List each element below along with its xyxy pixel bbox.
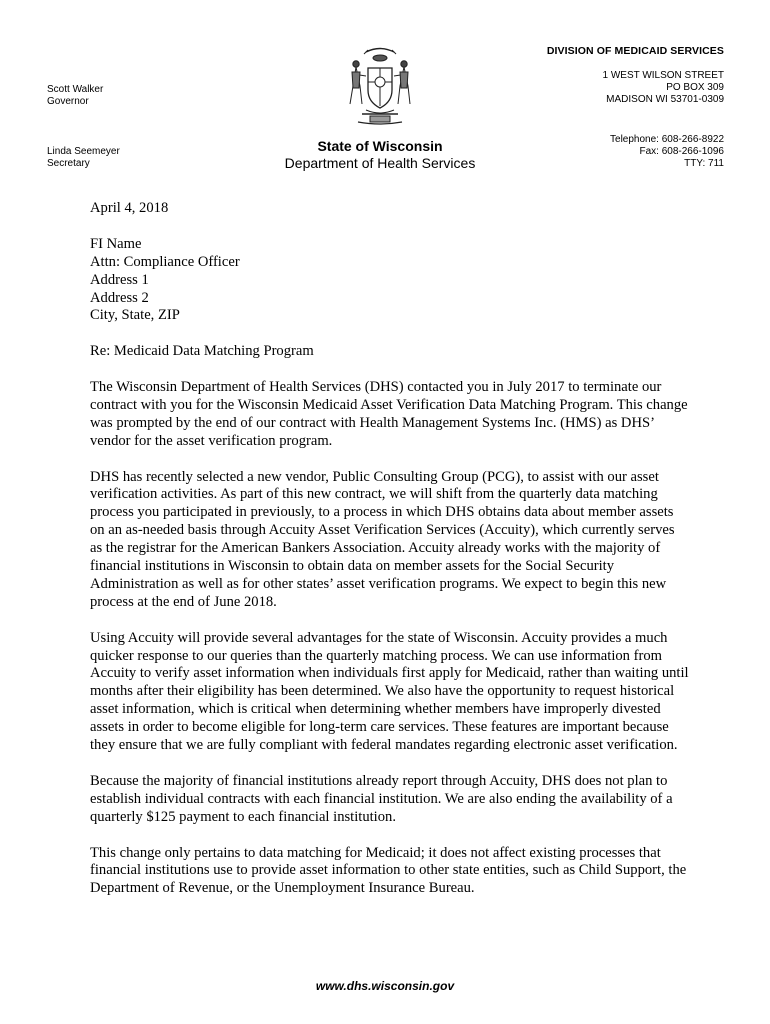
paragraph: Because the majority of financial institutions already report through Accuity, DHS does not plan to establish individual contracts with each financial institution. We are also ending the availability of a quarterly $125 payment to each financial institution. <box>90 772 673 825</box>
paragraph: Using Accuity will provide several advantages for the state of Wisconsin. Accuity provides a much quicker response to our queries than the quarterly matching process. We can use information from Accuity to verify asset information when individuals first apply for Medicaid, rather than waiting until months after their eligibility has been determined. We also have the opportunity to request historical asset information, which is critical when determining whether members have improperly divested assets in order to become eligible for long-term care services. These features are important because they ensure that we are fully compliant with federal mandates regarding electronic asset verification. <box>90 629 689 754</box>
paragraph: DHS has recently selected a new vendor, Public Consulting Group (PCG), to assist with our asset verification activities. As part of this new contract, we will shift from the quarterly data matching process you participated in previously, to a process in which DHS obtains data about member assets on an as-needed basis through Accuity Asset Verification Services (Accuity), which currently serves as the registrar for the American Bankers Association. Accuity already works with the majority of financial institutions in Wisconsin to obtain data on member assets for the Social Security Administration as well as for other states’ asset verification programs. We expect to begin this new process at the end of June 2018. <box>90 468 675 610</box>
recipient-line: City, State, ZIP <box>90 307 180 324</box>
secretary-block <box>47 146 120 170</box>
governor-name: Scott Walker <box>47 84 104 95</box>
footer-website-link[interactable]: www.dhs.wisconsin.gov <box>315 979 455 993</box>
recipient-line: Attn: Compliance Officer <box>90 253 240 270</box>
telephone: Telephone: 608-266-8922 <box>610 134 724 145</box>
department-name: Department of Health Services <box>284 155 476 171</box>
recipient-line: Address 2 <box>90 289 149 306</box>
paragraph: This change only pertains to data matching for Medicaid; it does not affect existing processes that financial institutions use to provide asset information to other state entities, such as Child Support, the Department of Revenue, or the Unemployment Insurance Bureau. <box>90 844 687 897</box>
recipient-line: Address 1 <box>90 271 149 288</box>
address-line: PO BOX 309 <box>666 82 724 93</box>
wisconsin-state-seal-icon <box>340 42 420 126</box>
recipient-line: FI Name <box>90 235 142 252</box>
letter-date: April 4, 2018 <box>90 200 169 216</box>
address-line: 1 WEST WILSON STREET <box>602 70 724 81</box>
address-line: MADISON WI 53701-0309 <box>606 94 724 105</box>
state-name: State of Wisconsin <box>317 138 443 154</box>
recipient-block <box>90 236 690 326</box>
governor-block <box>47 84 103 108</box>
secretary-title: Secretary <box>47 158 90 169</box>
subject-line: Re: Medicaid Data Matching Program <box>90 343 314 360</box>
paragraph: The Wisconsin Department of Health Services (DHS) contacted you in July 2017 to terminate our contract with you for the Wisconsin Medicaid Asset Verification Data Matching Program. This change was prompted by the end of our contract with Health Management Systems Inc. (HMS) as DHS’ vendor for the asset verification program. <box>90 379 688 449</box>
letter-body <box>90 200 690 916</box>
tty: TTY: 711 <box>684 158 724 169</box>
fax: Fax: 608-266-1096 <box>639 146 724 157</box>
division-address <box>603 70 725 106</box>
secretary-name: Linda Seemeyer <box>47 146 120 157</box>
governor-title: Governor <box>47 96 89 107</box>
contact-info <box>610 134 724 170</box>
division-title: DIVISION OF MEDICAID SERVICES <box>546 45 724 57</box>
